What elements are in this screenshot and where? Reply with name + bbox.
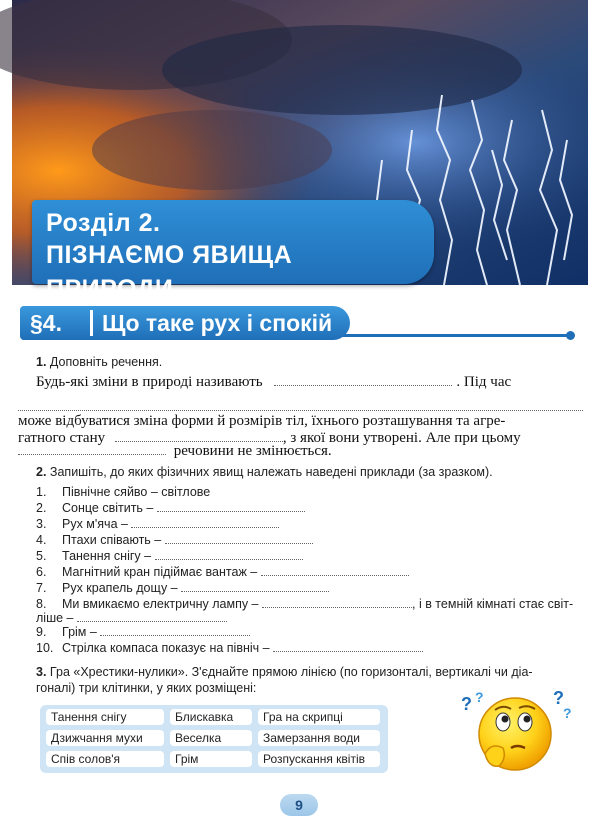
list-item <box>36 516 279 532</box>
list-item-text: Сонце світить – <box>62 501 154 515</box>
list-item-number: 7. <box>36 581 47 595</box>
grid-cell[interactable]: Замерзання води <box>258 730 380 746</box>
list-item-text: Стрілка компаса показує на північ – <box>62 641 270 655</box>
answer-blank[interactable] <box>261 565 409 576</box>
list-item-text: Рух м'яча – <box>62 517 128 531</box>
grid-cell[interactable]: Блискавка <box>170 709 252 725</box>
task-2-instruction: Запишіть, до яких фізичних явищ належать наведені приклади (за зразком). <box>49 465 493 479</box>
task-3-heading <box>36 664 533 680</box>
question-mark: ? <box>553 688 564 708</box>
section-title: Що таке рух і спокій <box>102 310 333 336</box>
list-item <box>36 548 303 564</box>
list-item-number: 9. <box>36 625 47 639</box>
answer-blank[interactable] <box>273 641 423 652</box>
task-3-number: 3. <box>36 665 47 679</box>
answer-blank[interactable] <box>100 625 250 636</box>
grid-cell[interactable]: Гра на скрипці <box>258 709 380 725</box>
list-item-number: 4. <box>36 533 47 547</box>
list-item-number: 2. <box>36 501 47 515</box>
list-item-text: Танення снігу – <box>62 549 152 563</box>
list-item-number: 3. <box>36 517 47 531</box>
grid-cell[interactable]: Дзижчання мухи <box>46 730 164 746</box>
answer-blank[interactable] <box>181 581 329 592</box>
list-item-number: 10. <box>36 641 54 655</box>
thinking-smiley-icon <box>455 682 575 782</box>
answer-blank[interactable] <box>77 611 227 622</box>
list-item-number: 6. <box>36 565 47 579</box>
section-number: §4. <box>30 310 62 336</box>
list-item-text: Грім – <box>62 625 97 639</box>
task-1-line-3-end: , з якої вони утворені. Але при цьому <box>282 430 521 446</box>
list-item-text: Рух крапель дощу – <box>62 581 178 595</box>
task-1-line-1-start: Будь-які зміни в природі називають <box>36 374 263 390</box>
list-item <box>36 580 329 596</box>
task-1-line-2-text: може відбуватися зміна форми й розмірів тіл, їхнього розташування та агре- <box>18 413 506 429</box>
tic-tac-toe-grid <box>40 705 388 773</box>
task-3-instruction-1: Гра «Хрестики-нулики». З'єднайте прямою лінією (по горизонталі, вертикалі чи діа- <box>49 665 533 679</box>
task-1-instruction: Доповніть речення. <box>49 355 163 369</box>
grid-cell[interactable]: Танення снігу <box>46 709 164 725</box>
section-divider <box>90 310 93 336</box>
answer-blank[interactable] <box>115 428 283 442</box>
task-1-heading <box>36 354 162 370</box>
section-rule-dot <box>566 331 575 340</box>
task-2-number: 2. <box>36 465 47 479</box>
task-1-line-4 <box>18 441 332 461</box>
task-1-line-4-end: речовини не змінюється. <box>173 443 332 459</box>
section-header <box>20 306 576 342</box>
grid-cell[interactable]: Спів солов'я <box>46 751 164 767</box>
answer-blank[interactable] <box>131 517 279 528</box>
answer-blank[interactable] <box>262 597 412 608</box>
grid-cell[interactable]: Веселка <box>170 730 252 746</box>
question-mark: ? <box>563 705 572 721</box>
answer-blank[interactable] <box>157 501 305 512</box>
task-1-line-1 <box>36 372 511 392</box>
chapter-title-box <box>32 200 434 303</box>
answer-blank[interactable] <box>274 372 452 386</box>
answer-blank[interactable] <box>155 549 303 560</box>
answer-blank[interactable] <box>165 533 313 544</box>
list-item-number: 8. <box>36 597 47 611</box>
list-item-text: Ми вмикаємо електричну лампу – <box>62 597 259 611</box>
list-item-number: 1. <box>36 485 47 499</box>
question-mark: ? <box>475 689 484 705</box>
list-item-text: Північне сяйво – світлове <box>62 485 211 499</box>
task-2-heading <box>36 464 493 480</box>
chapter-number: Розділ 2. <box>46 209 161 237</box>
list-item-text: Птахи співають – <box>62 533 162 547</box>
task-1-number: 1. <box>36 355 47 369</box>
section-pill <box>20 306 350 340</box>
answer-blank[interactable] <box>18 397 583 411</box>
question-mark: ? <box>461 694 472 714</box>
page-number: 9 <box>280 794 318 816</box>
list-item <box>36 640 423 656</box>
chapter-title: ПІЗНАЄМО ЯВИЩА ПРИРОДИ <box>46 241 293 303</box>
chapter-banner <box>12 0 588 303</box>
list-item <box>36 624 250 640</box>
list-item-text: Магнітний кран підіймає вантаж – <box>62 565 258 579</box>
grid-cell[interactable]: Грім <box>170 751 252 767</box>
answer-blank[interactable] <box>18 441 166 455</box>
list-item <box>36 564 409 580</box>
list-item-text: ліше – <box>36 611 74 625</box>
task-1-line-1-end: . Під час <box>456 374 512 390</box>
task-3-instruction-2: гоналі) три клітинки, у яких розміщені: <box>36 681 257 695</box>
grid-cell[interactable]: Розпускання квітів <box>258 751 380 767</box>
list-item <box>36 484 210 500</box>
list-item <box>36 500 305 516</box>
list-item-tail: , і в темній кімнаті стає світ- <box>412 597 574 611</box>
task-3-heading-2 <box>36 680 256 696</box>
task-1-line-3-start: гатного стану <box>18 430 106 446</box>
list-item-number: 5. <box>36 549 47 563</box>
section-rule <box>320 334 570 337</box>
list-item <box>36 532 313 548</box>
